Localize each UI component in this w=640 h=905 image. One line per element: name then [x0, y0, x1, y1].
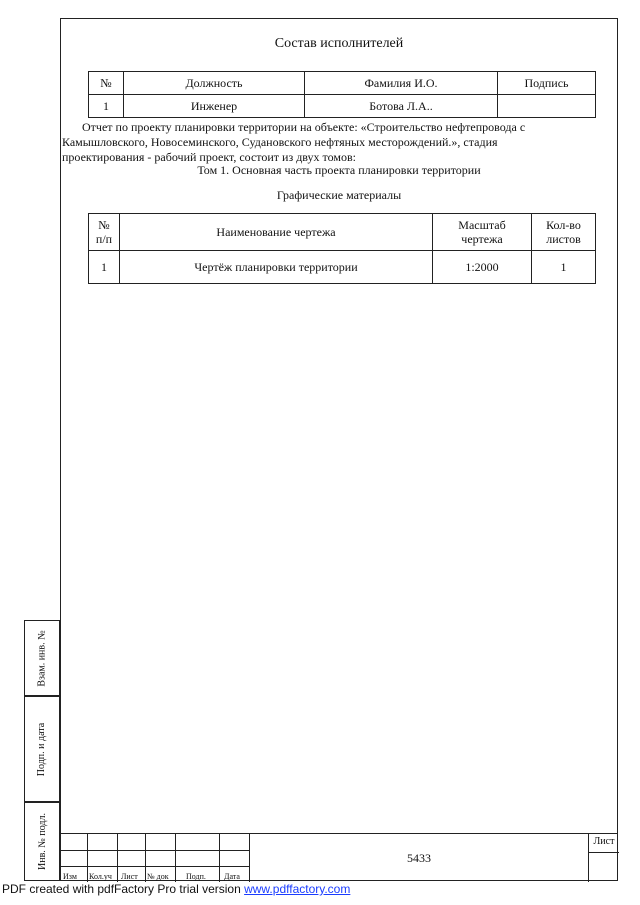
report-paragraph [62, 120, 602, 165]
cell-index: 1 [89, 251, 120, 284]
paragraph-line-3: проектирования - рабочий проект, состоит из двух томов: [62, 150, 357, 164]
page-title: Состав исполнителей [274, 36, 404, 51]
header-signature: Подпись [498, 72, 596, 95]
table-header-row [89, 72, 596, 95]
stamp-label-date: Дата [224, 872, 240, 881]
cell-name: Ботова Л.А.. [305, 95, 498, 118]
stamp-col-sign [176, 834, 220, 882]
stamp-col-izm [60, 834, 88, 882]
staff-table [88, 71, 596, 118]
cell-signature [498, 95, 596, 118]
cell-position: Инженер [124, 95, 305, 118]
header-name: Фамилия И.О. [305, 72, 498, 95]
header-scale: Масштаб чертежа [433, 214, 532, 251]
table-row [89, 95, 596, 118]
paragraph-line-2: Камышловского, Новосеминского, Судановского нефтяных месторождений.», стадия [62, 135, 498, 149]
graphics-heading: Графические материалы [276, 188, 402, 202]
side-label-inventory: Инв. № подл. [36, 813, 48, 870]
header-number: № [89, 72, 124, 95]
side-block-signature [24, 696, 60, 802]
sheet-label: Лист [593, 836, 615, 847]
header-sheet-count: Кол-во листов [532, 214, 596, 251]
table-row [89, 251, 596, 284]
cell-sheet-count: 1 [532, 251, 596, 284]
header-position: Должность [124, 72, 305, 95]
stamp-label-sign: Подп. [186, 872, 206, 881]
table-header-row [89, 214, 596, 251]
stamp-col-date [220, 834, 250, 882]
volume-title: Том 1. Основная часть проекта планировки территории [197, 163, 481, 177]
drawings-table [88, 213, 596, 284]
cell-number: 1 [89, 95, 124, 118]
cell-scale: 1:2000 [433, 251, 532, 284]
header-drawing-name: Наименование чертежа [120, 214, 433, 251]
pdf-footer [2, 882, 350, 896]
side-block-replacement [24, 620, 60, 696]
stamp-label-izm: Изм [63, 872, 77, 881]
paragraph-line-1: Отчет по проекту планировки территории на объекте: «Строительство нефтепровода с [82, 120, 526, 134]
footer-text: PDF created with pdfFactory Pro trial version [2, 882, 245, 896]
cell-drawing-name: Чертёж планировки территории [120, 251, 433, 284]
document-number: 5433 [407, 850, 431, 865]
side-block-inventory [24, 802, 60, 881]
stamp-col-list [118, 834, 146, 882]
stamp-label-doc: № док [147, 872, 169, 881]
stamp-label-koluch: Кол.уч [89, 872, 112, 881]
sheet-box [588, 834, 618, 882]
sheet-divider [589, 852, 619, 853]
footer-link[interactable]: www.pdffactory.com [244, 882, 351, 896]
side-label-replacement: Взам. инв. № [36, 629, 48, 687]
title-block [60, 833, 618, 881]
stamp-col-koluch [88, 834, 118, 882]
stamp-col-doc [146, 834, 176, 882]
side-label-signature: Подп. и дата [36, 722, 48, 776]
header-index: № п/п [89, 214, 120, 251]
stamp-label-list: Лист [121, 872, 138, 881]
